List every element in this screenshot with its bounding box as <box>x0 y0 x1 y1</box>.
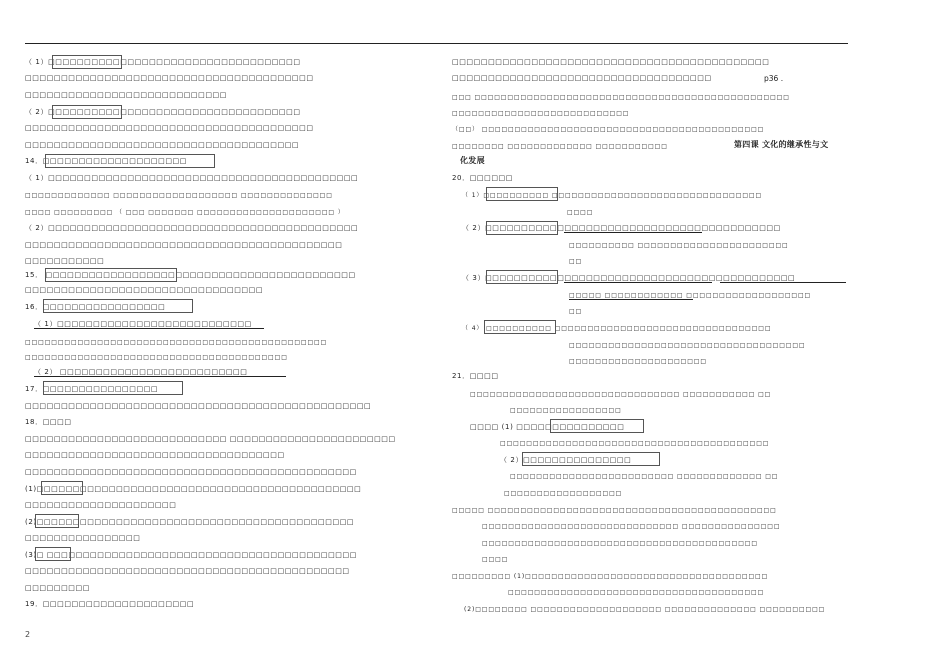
underline <box>569 299 693 300</box>
text-line: □□□□□□□□□□□□□□□□□□□□□□□□□□□□□□□□□□□□ <box>452 74 712 82</box>
text-line: （ 4） □□□□□□□□□□ □□□□□□□□□□□□□□□□□□□□□□□□□□□□□□□□□ <box>462 325 772 332</box>
text-line: （ 2）□□□□□□□□□□□□□□□□□□□□□□□□□□□□□□□□□□□□□□□□□□□ <box>25 224 359 232</box>
answer-box <box>52 55 122 69</box>
text-line: 15． □□□□□□□□□□□□□□□□□□□□□□□□□□□□□□□□□□□□□□□□□□□ <box>25 271 356 279</box>
text-line: □□□□□□□□□□□□□□□□□□□□□□□□□□□□□□□□□□□□□□□□ <box>25 124 314 132</box>
text-line: □□□□□□□□□□□□□□□□□□□□□□□□□□□□□□ □□□□□□□□□□□□□□□ <box>482 523 781 530</box>
answer-box <box>522 452 660 466</box>
text-line: □□□□□□□□□□□□□□□□□□□□□□□□□□□□□□□□□□□□ <box>25 451 285 459</box>
text-line: □□□□□□□□□□□□□□□□□□□□□□□□□□□□□□□□□□□□□□□□ <box>25 74 314 82</box>
text-line: □□□□□□□□□□ □□□□□□□□□□□□□□□□□□□□□□□ <box>569 242 789 249</box>
text-line: □□□□□□□□□□□□□□□□□□□□□□□□□□□□□□□□□□□□□□□□□□□□□□ <box>25 468 357 476</box>
answer-box <box>43 299 193 313</box>
text-line: □□□□ <box>482 556 509 563</box>
header-rule <box>25 43 848 44</box>
answer-box <box>486 270 558 284</box>
underline <box>34 328 264 329</box>
text-line: (2)□□□□□□□□□□□□□□□□□□□□□□□□□□□□□□□□□□□□□□□□□□□□ <box>25 518 355 526</box>
text-line: □□ <box>569 308 583 315</box>
lesson-heading: 第四课 文化的继承性与文 <box>734 140 829 149</box>
underline <box>564 282 712 283</box>
text-line: □□□□□□□□□□□□□□□□□□□□□□□□□□□□ □□□□□□□□□□□□□□□□□□□□□□□ <box>25 435 396 443</box>
text-line: （ 2） □□□□□□□□□□□□□□□□□□□□□□□□□□ <box>34 368 248 376</box>
text-line: □□□□□□□□ □□□□□□□□□□□□□ □□□□□□□□□□□ <box>452 143 668 150</box>
text-line: □□□□□□□□□□□□□ □□□□□□□□□□□□□□□□□□□ □□□□□□□□□□□□□□ <box>25 192 333 199</box>
text-line: （ 3）□□□□□□□□□□□□□□□□□□□□□□□□□□□□□□□□□□□□□□□□□□□ <box>462 274 796 282</box>
text-line: □□□□□ □□□□□□□□□□□□ □□□□□□□□□□□□□□□□□□□ <box>569 292 812 299</box>
page-reference: p36 . <box>764 74 784 83</box>
text-line: （ 1）□□□□□□□□□□□□□□□□□□□□□□□□□□□ <box>34 320 252 328</box>
text-line: □□□□□□□□□□□□□□□□□ <box>510 407 622 414</box>
answer-box <box>41 481 83 495</box>
text-line: □□□□□□□□□□□□□□□□□□□□□□□□□□□ <box>452 110 630 117</box>
text-line: （ 1）□□□□□□□□□□ □□□□□□□□□□□□□□□□□□□□□□□□□□□□□□□□ <box>462 192 763 199</box>
text-line: □□□□□□□□□□□□□□□□□□□□□□□□□□□□□□□□□□□□□□□□□□□□□□□□ <box>25 402 372 410</box>
text-line: □□□□□□□□□□□□□□□□□□□□□□□□□□□□□□□□□□□□□□ <box>25 141 300 149</box>
text-line: （ 2）□□□□□□□□□□□□□□□□□□□□□□□□□□□□□□□□□□□ <box>25 108 301 116</box>
answer-box <box>486 187 558 201</box>
text-line: 20．□□□□□□ <box>452 174 513 182</box>
text-line: □□□□□□□□□□□□□□□□□□□□□□□□□□□□□□□□ □□□□□□□□□□□ □□ <box>470 391 772 398</box>
page-number: 2 <box>25 630 31 639</box>
text-line: □□□□ □□□□□□□□□ （ □□□ □□□□□□□ □□□□□□□□□□□□□□□□□□□□□ ） <box>25 209 345 216</box>
text-line: 17．□□□□□□□□□□□□□□□□ <box>25 385 159 393</box>
text-line: 19．□□□□□□□□□□□□□□□□□□□□□ <box>25 600 195 608</box>
text-line: □□□□□□□□□□□□□□□□□□ <box>504 490 623 497</box>
text-line: □□□□ <box>567 209 594 216</box>
text-line: (1)□□□□□□□□□□□□□□□□□□□□□□□□□□□□□□□□□□□□□□□□□□□□□ <box>25 485 362 493</box>
answer-box <box>35 547 71 561</box>
text-line: （□□） □□□□□□□□□□□□□□□□□□□□□□□□□□□□□□□□□□□□□□□□□□□ <box>452 126 765 133</box>
answer-box <box>43 381 183 395</box>
text-line: □□□□□□□□□□□□□□□□□□□□□□□□□□□□□□□□□□□□□□□□□□ <box>482 540 758 547</box>
underline <box>720 282 846 283</box>
text-line: □□□□□□□□□□□□□□□□□□□□□□□□□□□□□□□□□□□□□□□□□□□□□□ <box>25 339 328 346</box>
text-line: 16．□□□□□□□□□□□□□□□□□ <box>25 303 166 311</box>
answer-box <box>35 514 79 528</box>
text-line: □□□□□□□□□ (1)□□□□□□□□□□□□□□□□□□□□□□□□□□□□□□□□□□□□□ <box>452 573 769 580</box>
answer-box <box>550 419 644 433</box>
text-line: □□ <box>569 258 583 265</box>
text-line: □□□□□□□□□□□□□□□□□□□□□□□□□□□□□□□□□□□□□□□ <box>508 589 765 596</box>
text-line: □□□□□□□□□ <box>25 584 90 592</box>
underline <box>564 232 702 233</box>
text-line: □□□□□ □□□□□□□□□□□□□□□□□□□□□□□□□□□□□□□□□□□□□□□□□□□□ <box>452 507 777 514</box>
text-line: 14．□□□□□□□□□□□□□□□□□□□□ <box>25 157 187 165</box>
text-line: (3)□ □□□□□□□□□□□□□□□□□□□□□□□□□□□□□□□□□□□□□□□□□□□ <box>25 551 357 559</box>
text-line: □□□□□□□□□□□□□□□□ <box>25 534 141 542</box>
text-line: □□□□□□□□□□□ <box>25 257 105 265</box>
text-line: □□□ □□□□□□□□□□□□□□□□□□□□□□□□□□□□□□□□□□□□□□□□□□□□□□□□ <box>452 94 790 101</box>
text-line: □□□□□□□□□□□□□□□□□□□□□□□□□□□□□□□□□□□□□□□□□□□□ <box>452 58 770 66</box>
lesson-heading-continued: 化发展 <box>460 156 485 165</box>
text-line: □□□□□□□□□□□□□□□□□□□□□□□□□□□□ <box>25 91 227 99</box>
text-line: 21．□□□□ <box>452 372 499 380</box>
answer-box <box>45 154 215 168</box>
text-line: □□□□□□□□□□□□□□□□□□□□□ <box>25 501 177 509</box>
text-line: □□□□□□□□□□□□□□□□□□□□□□□□□□□□□□□□□ <box>25 286 264 294</box>
answer-box <box>486 221 558 235</box>
text-line: □□□□□□□□□□□□□□□□□□□□□□□□□□□□□□□□□□□□□□□□ <box>25 354 288 361</box>
text-line: □□□□ (1) □□□□□□□□□□□□□□□ <box>470 423 625 431</box>
text-line: □□□□□□□□□□□□□□□□□□□□□□□□□ □□□□□□□□□□□□□ □□ <box>510 473 779 480</box>
text-line: □□□□□□□□□□□□□□□□□□□□□□□□□□□□□□□□□□□□□□□□□□□□□ <box>25 567 350 575</box>
text-line: （ 1）□□□□□□□□□□□□□□□□□□□□□□□□□□□□□□□□□□□□□□□□□□□ <box>25 174 359 182</box>
answer-box <box>52 105 122 119</box>
underline <box>34 376 286 377</box>
text-line: □□□□□□□□□□□□□□□□□□□□□□□□□□□□□□□□□□□□□□□□□ <box>500 440 770 447</box>
text-line: 18．□□□□ <box>25 418 72 426</box>
text-line: （ 1）□□□□□□□□□□□□□□□□□□□□□□□□□□□□□□□□□□□ <box>25 58 301 66</box>
text-line: □□□□□□□□□□□□□□□□□□□□□□□□□□□□□□□□□□□□ <box>569 342 806 349</box>
answer-box <box>45 268 177 282</box>
text-line: （ 2）□□□□□□□□□□□□□□□ <box>500 456 632 464</box>
text-line: □□□□□□□□□□□□□□□□□□□□□ <box>569 358 707 365</box>
text-line: (2)□□□□□□□□ □□□□□□□□□□□□□□□□□□□□ □□□□□□□□□□□□□□ □□□□□□□□□□ <box>464 606 826 613</box>
answer-box <box>484 320 556 334</box>
text-line: （ 2）□□□□□□□□□□□□□□□□□□□□□□□□□□□□□□□□□□□□□□□□□ <box>462 224 781 232</box>
text-line: □□□□□□□□□□□□□□□□□□□□□□□□□□□□□□□□□□□□□□□□□□□□ <box>25 241 343 249</box>
